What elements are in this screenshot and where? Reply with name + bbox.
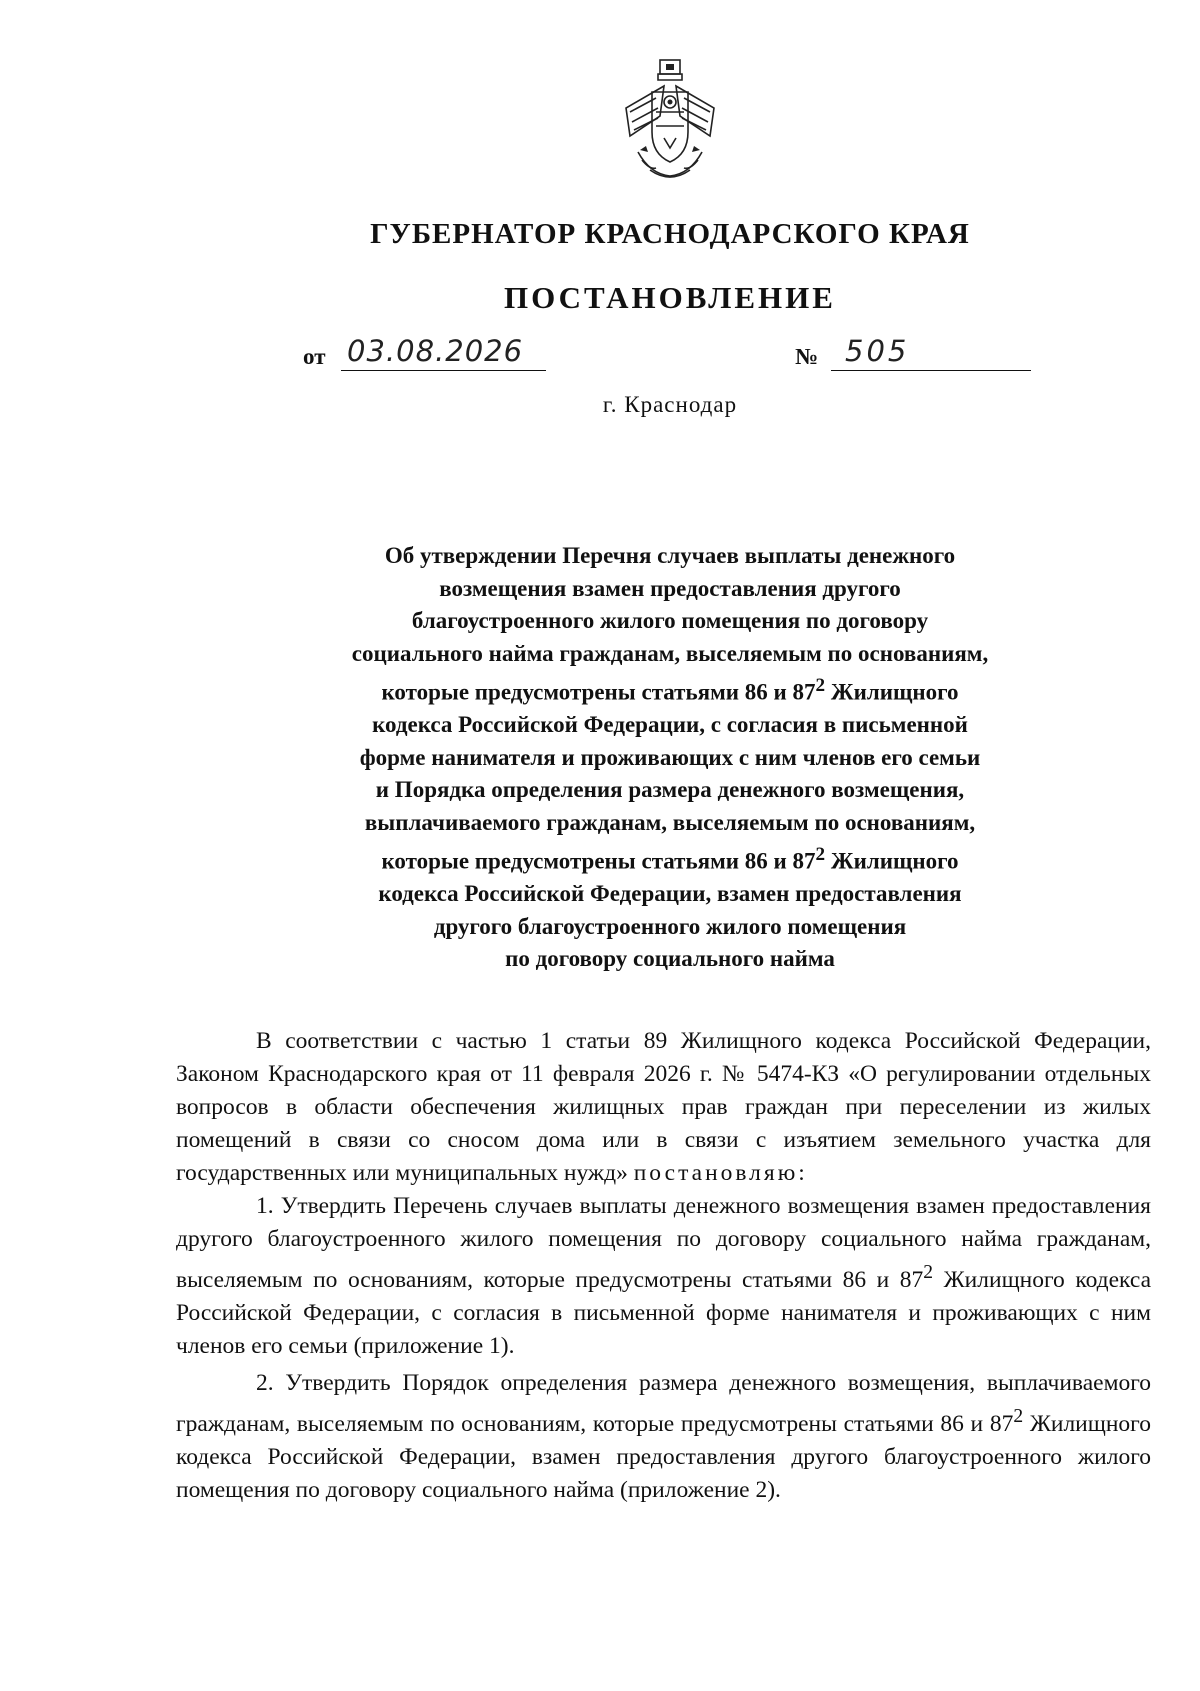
item-2-paragraph [176,1367,1151,1507]
date-number-row [303,334,1043,378]
title-line: Жилищного [825,848,959,874]
title-line: форме нанимателя и проживающих с ним членов его семьи [359,744,981,770]
document-type: ПОСТАНОВЛЕНИЕ [504,280,836,315]
number-value: 505 [845,334,910,368]
superscript: 2 [923,1262,934,1283]
issuing-authority: ГУБЕРНАТОР КРАСНОДАРСКОГО КРАЯ [370,218,970,250]
date-underline [341,370,546,371]
title-line: возмещения взамен предоставления другого [439,575,901,601]
title-line: которые предусмотрены статьями 86 и 87 [381,679,816,705]
decree-word: постановляю: [633,1160,808,1186]
item-1-paragraph [176,1190,1151,1363]
date-value: 03.08.2026 [347,334,524,368]
superscript: 2 [815,844,826,866]
title-line: социального найма гражданам, выселяемым по основаниям, [351,640,989,666]
title-line: кодекса Российской Федерации, взамен предоставления [378,881,962,907]
title-line: выплачиваемого гражданам, выселяемым по основаниям, [364,809,976,835]
item-2-text-cont: Жилищного кодекса Российской Федерации, взамен предоставления другого благоустроенного жилого помещения по договору социального найма (приложение 2). [176,1410,1151,1503]
title-line: благоустроенного жилого помещения по договору [411,608,929,633]
item-1-text-cont: Жилищного кодекса Российской Федерации, с согласия в письменной форме нанимателя и проживающих с ним членов его семьи (приложение 1). [176,1266,1152,1359]
title-line: по договору социального найма [505,946,835,972]
date-prefix: от [303,344,326,369]
number-underline [831,370,1031,371]
title-line: Об утверждении Перечня случаев выплаты денежного [384,543,956,568]
title-line: кодекса Российской Федерации, с согласия в письменной [372,712,968,738]
number-prefix: № [795,344,819,369]
title-line: другого благоустроенного жилого помещения [433,913,907,939]
item-2-text: 2. Утвердить Порядок определения размера денежного возмещения, выплачиваемого гражданам, выселяемым по основаниям, которые предусмотрены статьями 86 и 87 [176,1369,1151,1437]
item-1-text: 1. Утвердить Перечень случаев выплаты денежного возмещения взамен предоставления другого благоустроенного жилого помещения по договору социального найма гражданам, выселяемым по основаниям, которые предусмотрены статьями 86 и 87 [176,1193,1151,1293]
preamble-text: В соответствии с частью 1 статьи 89 Жилищного кодекса Российской Федерации, Законом Краснодарского края от 11 февраля 2026 г. № 5474-КЗ «О регулировании отдельных вопросов в области обеспечения жилищных прав граждан при переселении из жилых помещений в связи со сносом дома или в связи с изъятием земельного участка для государственных или муниципальных нужд» [176,1028,1151,1186]
superscript: 2 [1013,1405,1024,1427]
preamble-paragraph [176,1025,1151,1190]
title-line: и Порядка определения размера денежного возмещения, [375,777,965,803]
document-body [176,1025,1151,1507]
coat-of-arms-emblem [620,56,720,188]
title-line: Жилищного [825,679,959,705]
city-name: г. Краснодар [602,392,738,417]
superscript: 2 [815,675,826,696]
document-title [240,540,1100,976]
title-line: которые предусмотрены статьями 86 и 87 [381,848,816,874]
